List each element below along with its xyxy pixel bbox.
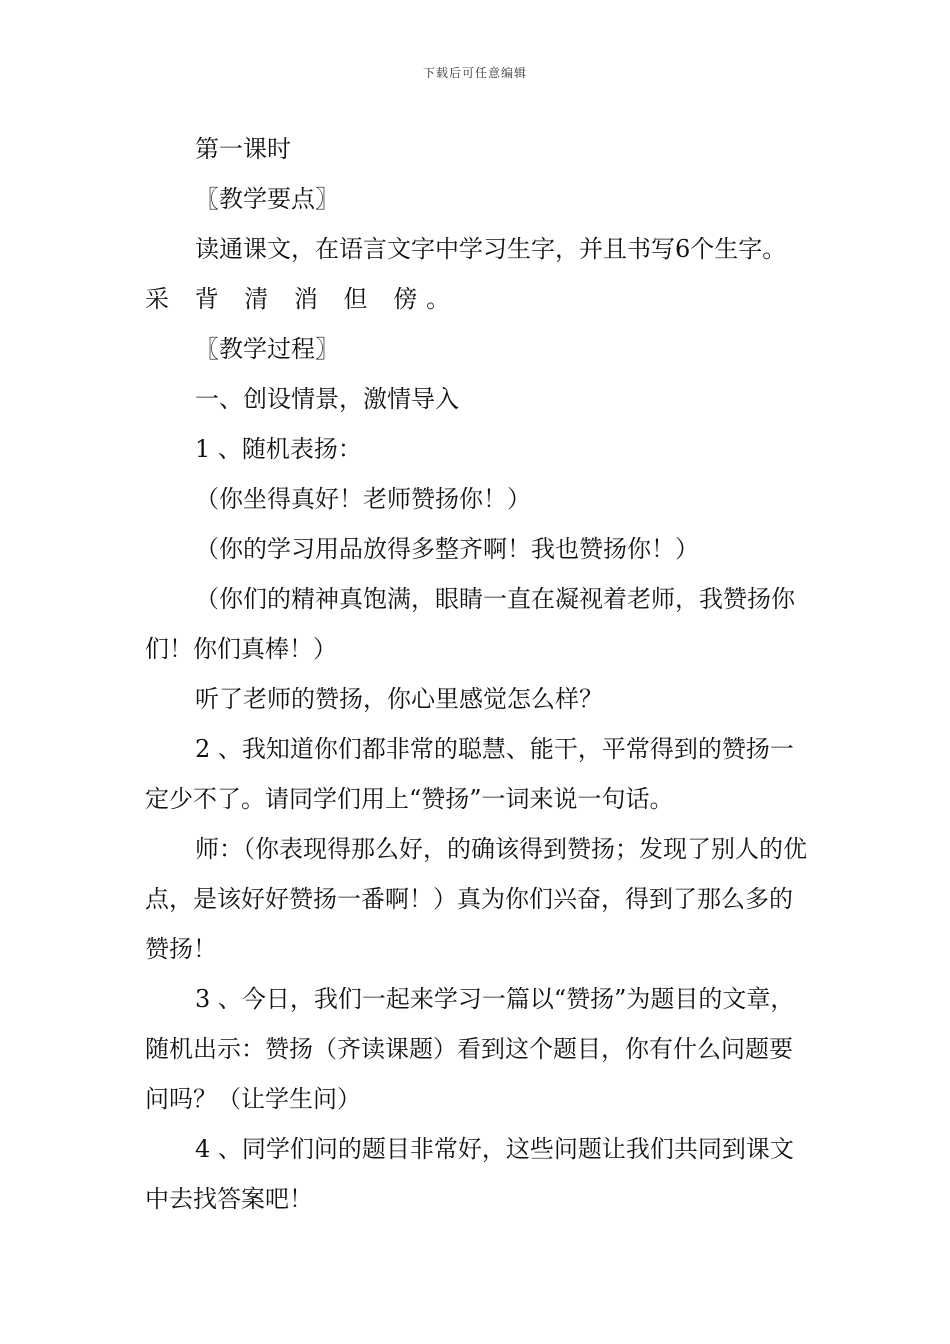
lesson-period-heading: 第一课时 bbox=[195, 135, 291, 163]
step-three-paragraph: 3 、今日，我们一起来学习一篇以“赞扬”为题目的文章，随机出示：赞扬（齐读课题）看到这个题目，你有什么问题要问吗？（让学生问） bbox=[145, 985, 795, 1113]
teaching-points-text: 读通课文，在语言文字中学习生字，并且书写6个生字。 bbox=[195, 235, 787, 263]
teacher-paragraph: 师：（你表现得那么好，的确该得到赞扬；发现了别人的优点，是该好好赞扬一番啊！）真为你们兴奋，得到了那么多的赞扬！ bbox=[145, 835, 807, 963]
question-paragraph: 听了老师的赞扬，你心里感觉怎么样？ bbox=[195, 685, 603, 713]
praise-line-3: （你们的精神真饱满，眼睛一直在凝视着老师，我赞扬你们！你们真棒！） bbox=[145, 585, 795, 663]
document-body bbox=[145, 124, 815, 1224]
teaching-points-heading: 〖教学要点〗 bbox=[195, 185, 339, 213]
praise-line-2: （你的学习用品放得多整齐啊！我也赞扬你！） bbox=[195, 535, 699, 563]
step-two-paragraph: 2 、我知道你们都非常的聪慧、能干，平常得到的赞扬一定少不了。请同学们用上“赞扬”一词来说一句话。 bbox=[145, 735, 794, 813]
page-header: 下载后可任意编辑 bbox=[422, 66, 527, 80]
new-characters-list: 采 背 清 消 但 傍。 bbox=[145, 285, 460, 313]
step-one-paragraph: 1 、随机表扬： bbox=[195, 435, 362, 463]
praise-line-1: （你坐得真好！老师赞扬你！） bbox=[195, 485, 531, 513]
section-one-heading: 一、创设情景，激情导入 bbox=[195, 385, 459, 413]
teaching-process-heading: 〖教学过程〗 bbox=[195, 335, 339, 363]
step-four-paragraph: 4 、同学们问的题目非常好，这些问题让我们共同到课文中去找答案吧！ bbox=[145, 1135, 794, 1213]
